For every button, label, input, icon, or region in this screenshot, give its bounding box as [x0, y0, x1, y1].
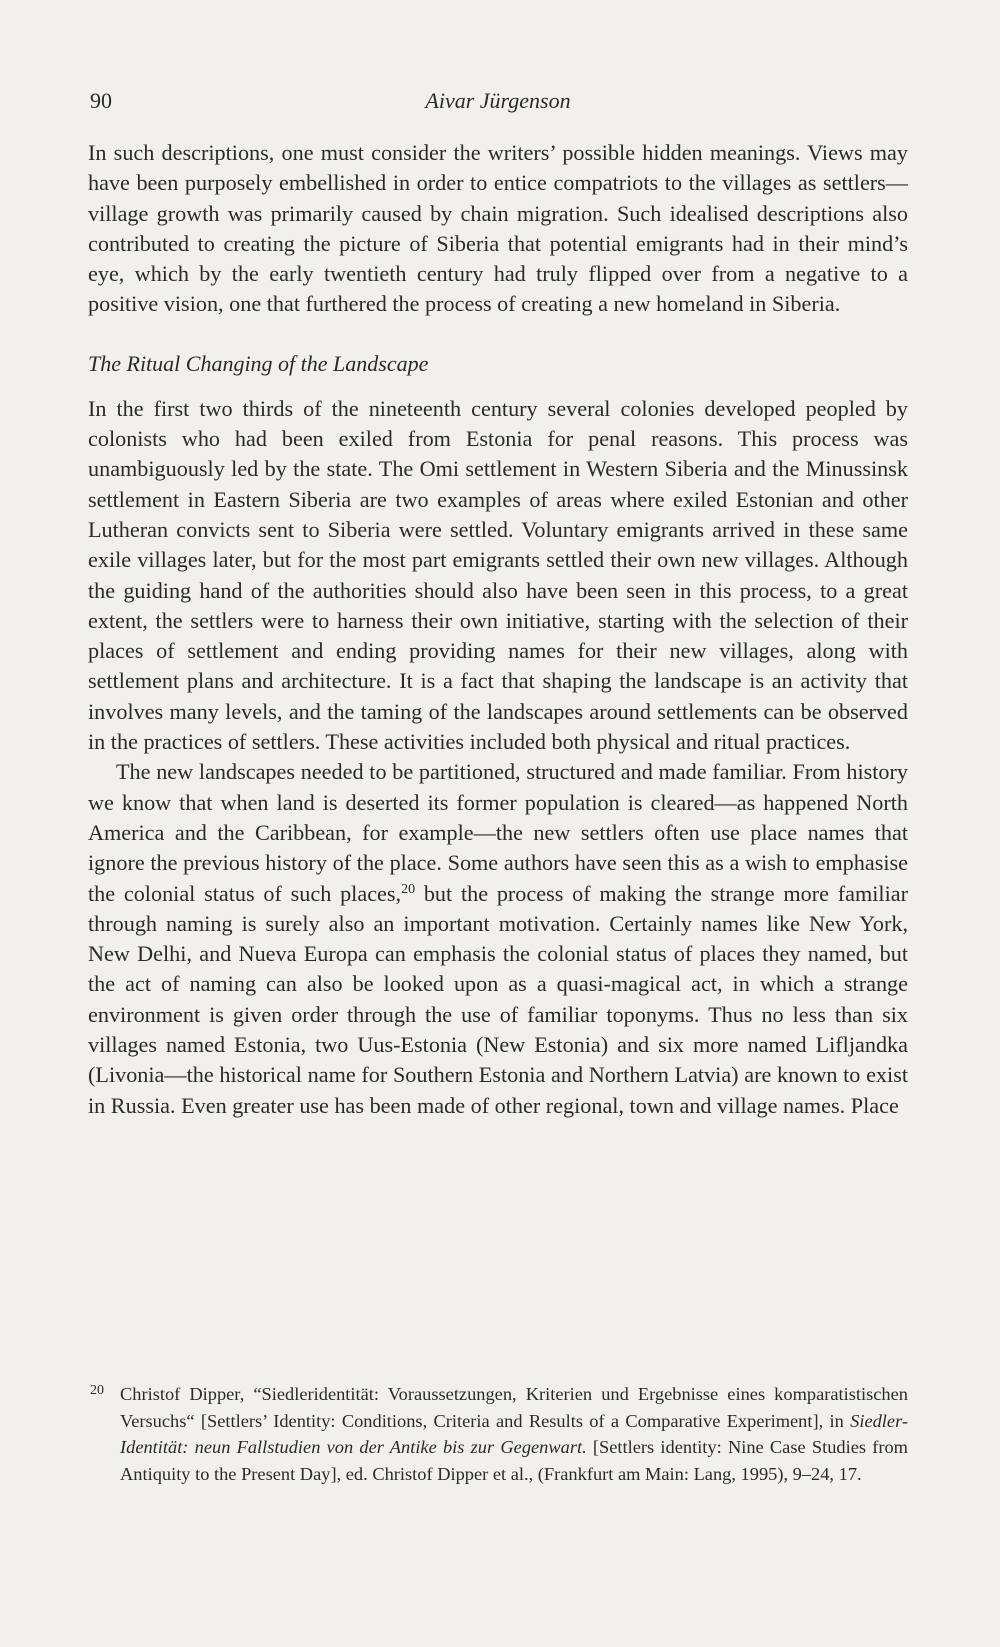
- paragraph-3: [88, 757, 908, 1121]
- footnote-number: 20: [90, 1383, 104, 1398]
- page-number: 90: [90, 88, 112, 113]
- paragraph-1: In such descriptions, one must consider the writers’ possible hidden meanings. Views may have been purposely embellished in order to entice compatriots to the villages as settlers— village growth was primarily caused by chain migration. Such idealised descriptions also contributed to creating the picture of Siberia that potential emigrants had in their mind’s eye, which by the early twentieth century had truly flipped over from a negative to a positive vision, one that furthered the process of creating a new homeland in Siberia.: [88, 140, 908, 317]
- book-page: [88, 78, 908, 1121]
- running-title: Aivar Jürgenson: [425, 88, 571, 113]
- body-text: [88, 138, 908, 1121]
- running-head: [88, 78, 908, 118]
- footnote-text-2: [Settlers identity: Nine Case Studies from Antiquity to the Present Day], ed. Christof Dipper et al., (Frankfurt am Main: Lang, 1995), 9–24, 17.: [120, 1437, 908, 1484]
- paragraph-2: In the first two thirds of the nineteenth century several colonies developed peopled by colonists who had been exiled from Estonia for penal reasons. This process was unambiguously led by the state. The Omi settlement in Western Siberia and the Minussinsk settlement in Eastern Siberia are two examples of areas where exiled Estonian and other Lutheran convicts sent to Siberia were settled. Voluntary emigrants arrived in these same exile villages later, but for the most part emigrants settled their own new villages. Although the guiding hand of the authorities should also have been seen in this process, to a great extent, the settlers were to harness their own initiative, starting with the selection of their places of settlement and ending providing names for their new villages, along with settlement plans and architecture. It is a fact that shaping the landscape is an activity that involves many levels, and the taming of the landscapes around settlements can be observed in the practices of settlers. These activities included both physical and ritual practices.: [88, 395, 908, 755]
- paragraph-3-part-1: The new landscapes needed to be partitioned, structured and made familiar. From history we know that when land is deserted its former population is cleared—as happened North America and the Caribbean, for example—the new settlers often use place names that ignore the previous history of the place. Some authors have seen this as a wish to emphasise the colonial status of such places,: [88, 759, 908, 906]
- footnote-text-1: Christof Dipper, “Siedleridentität: Voraussetzungen, Kriterien und Ergebnisse eines komparatistischen Versuchs“ [Settlers’ Identity: Conditions, Criteria and Results of a Comparative Experiment], in: [120, 1384, 908, 1431]
- paragraph-3-part-2: but the process of making the strange more familiar through naming is surely also an important motivation. Certainly names like New York, New Delhi, and Nueva Europa can emphasis the colonial status of places they named, but the act of naming can also be looked upon as a quasi-magical act, in which a strange environment is given order through the use of familiar toponyms. Thus no less than six villages named Estonia, two Uus-Estonia (New Estonia) and six more named Lifljandka (Livonia—the historical name for Southern Estonia and Northern Latvia) are known to exist in Russia. Even greater use has been made of other regional, town and village names. Place: [88, 880, 908, 1118]
- footnote-text: [120, 1381, 908, 1487]
- footnote: [88, 1381, 908, 1487]
- footnote-reference: 20: [401, 881, 416, 897]
- section-heading: The Ritual Changing of the Landscape: [88, 350, 429, 376]
- footnote-title-de: Siedler-Identität: neun Fallstudien von der Antike bis zur Gegenwart.: [120, 1410, 908, 1457]
